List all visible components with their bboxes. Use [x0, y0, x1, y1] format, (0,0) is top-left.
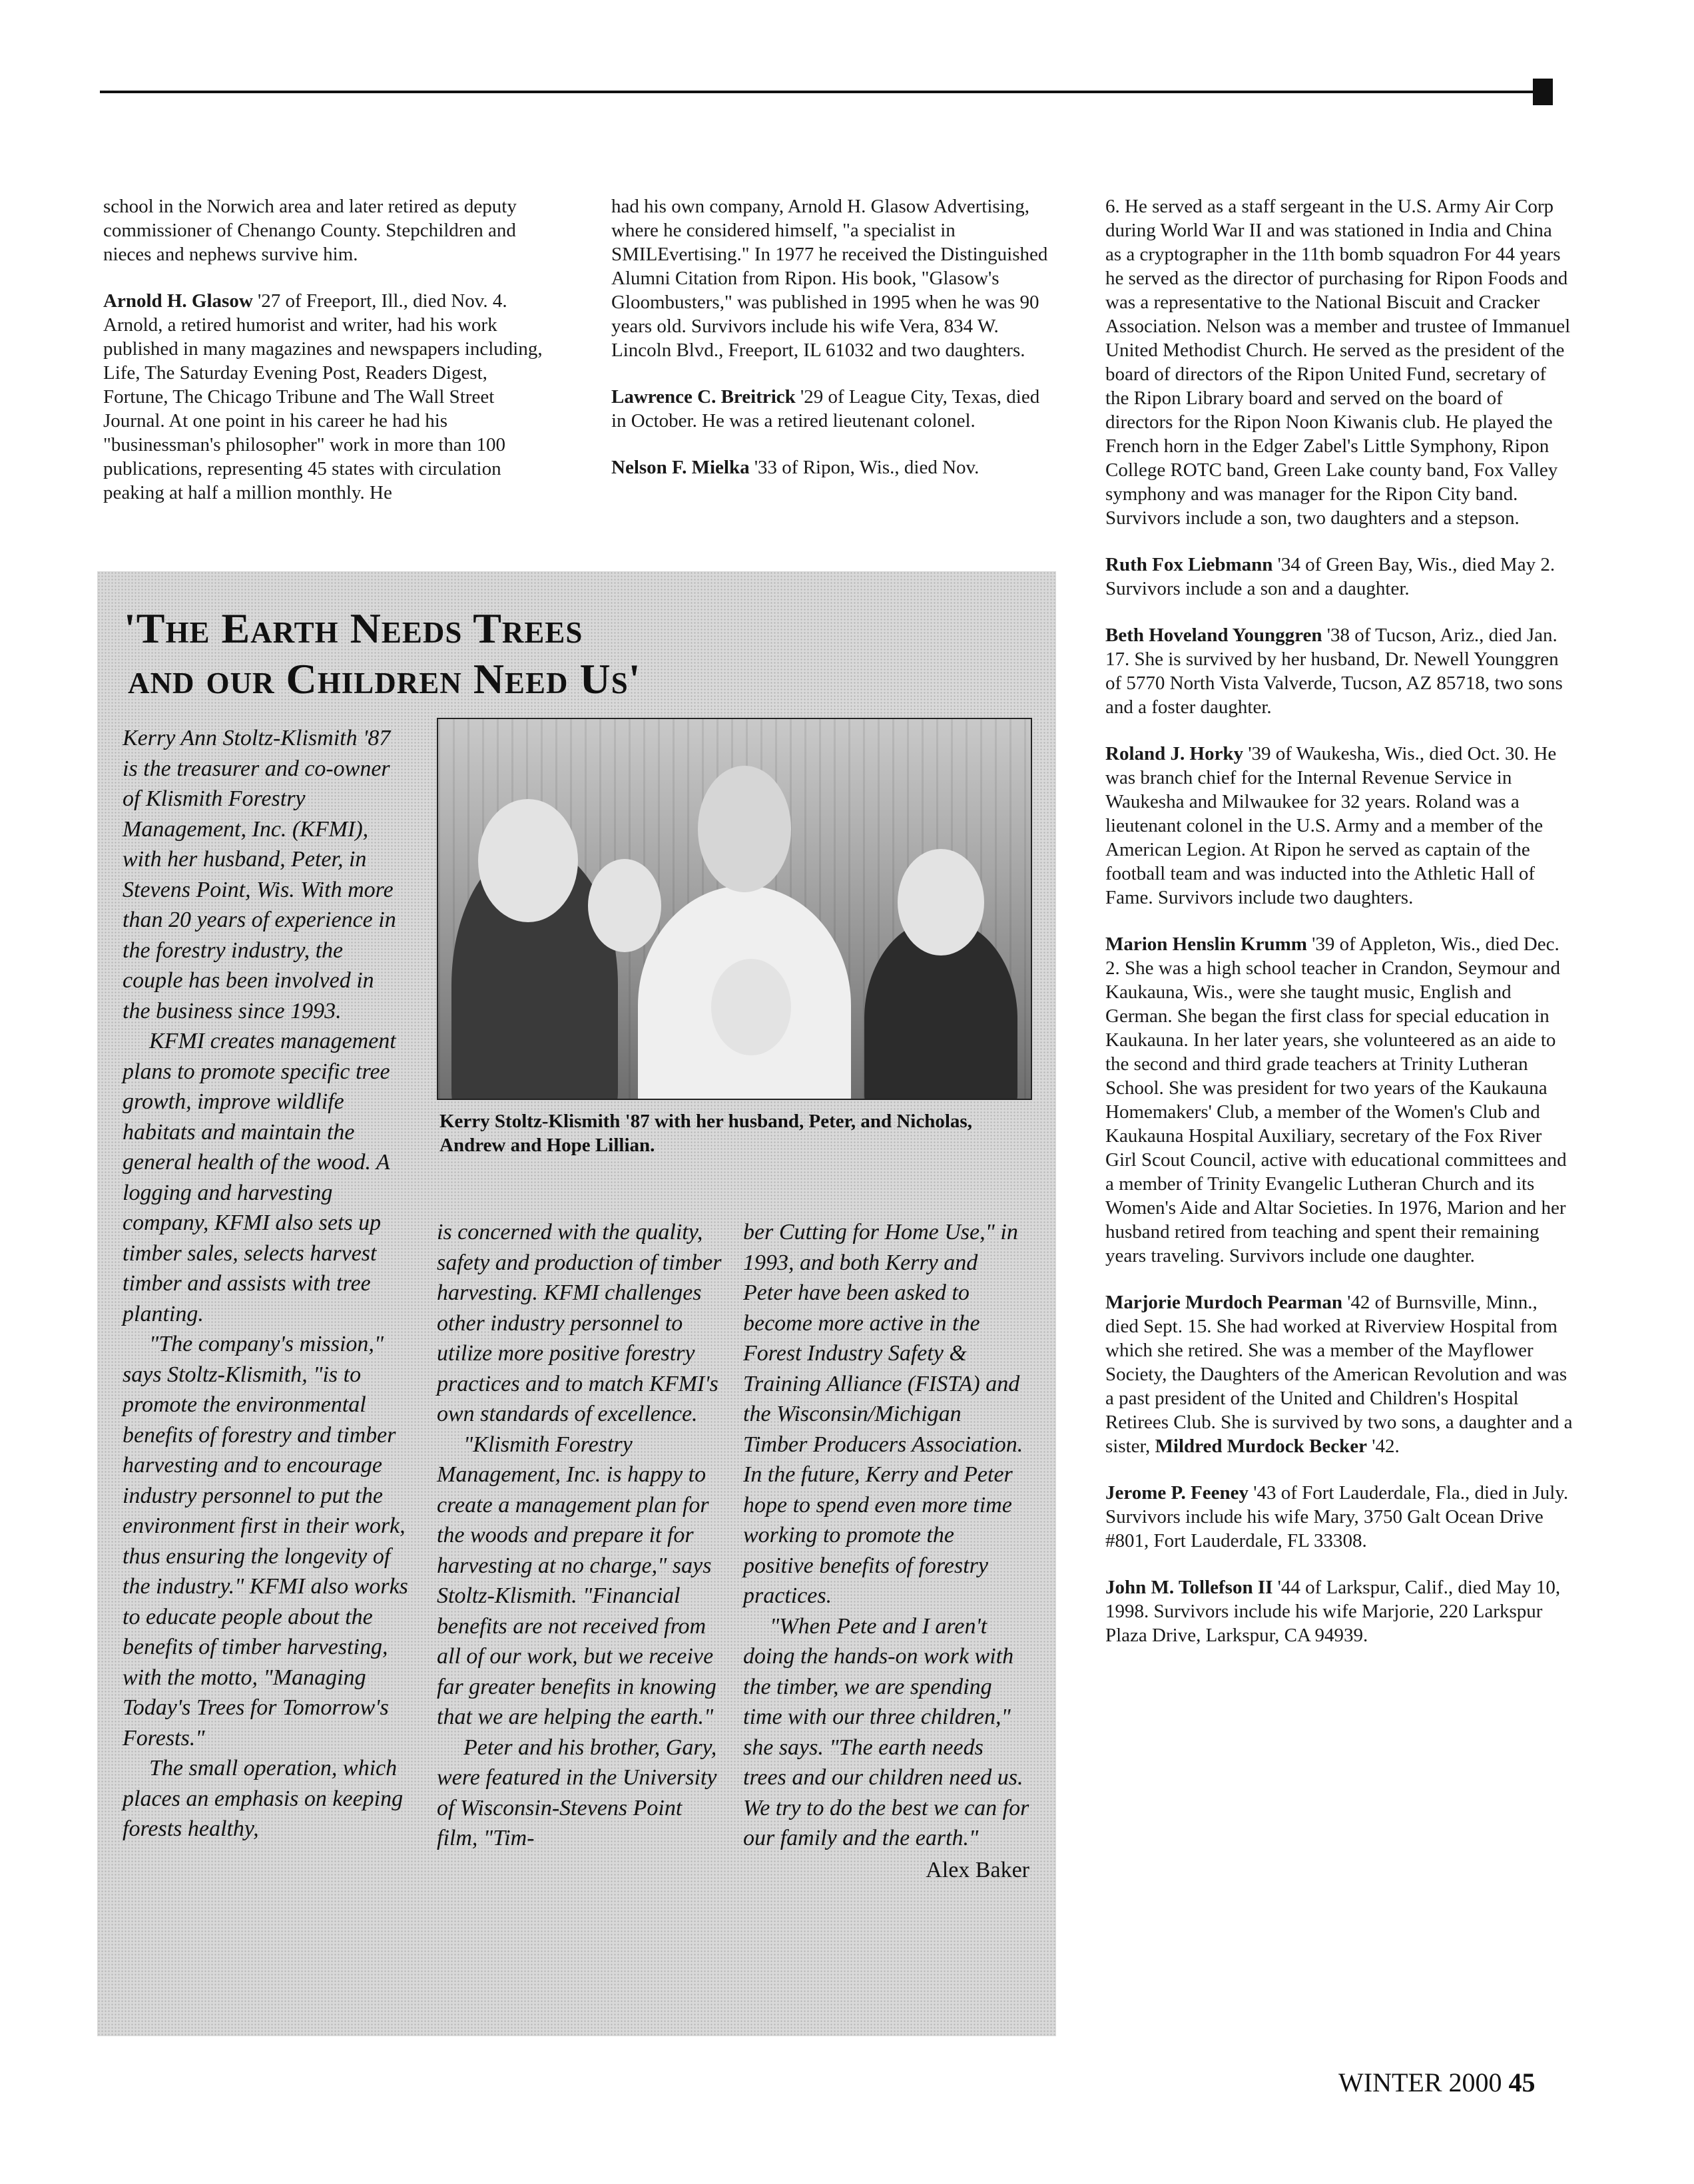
- photo-face-man: [698, 766, 791, 892]
- column-3: [1105, 194, 1573, 1670]
- issue-label: WINTER 2000: [1338, 2067, 1502, 2097]
- obituary-entry: [1105, 742, 1573, 910]
- obituary-text: '42 of Burnsville, Minn., died Sept. 15. She had worked at Riverview Hospital from which she retired. She was a member of the Mayflower Society, the Daughters of the American Revolution and was a past president of the United and Children's Hospital Retirees Club. She is survived by two sons, a daughter and a sister,: [1105, 1292, 1573, 1457]
- obituary-paragraph: 6. He served as a staff sergeant in the U.S. Army Air Corp during World War II and was stationed in India and China as a cryptographer in the 11th bomb squadron For 44 years he served as the director of purchasing for Ripon Foods and was a representative to the National Biscuit and Cracker Association. Nelson was a member and trustee of Immanuel United Methodist Church. He served as the president of the board of directors of the Ripon United Fund, secretary of the Ripon Library board and served on the board of directors for the Ripon Noon Kiwanis club. He played the French horn in the Edger Zabel's Little Symphony, Ripon College ROTC band, Green Lake county band, Fox Valley symphony and was manager for the Ripon City band. Survivors include a son, two daughters and a stepson.: [1105, 196, 1571, 529]
- obituary-name: Lawrence C. Breitrick: [611, 386, 796, 408]
- top-rule: [100, 91, 1550, 93]
- obituary-entry: [1105, 553, 1573, 601]
- family-photo: [437, 718, 1032, 1100]
- obituary-text: '43 of Fort Lauderdale, Fla., died in July. Survivors include his wife Mary, 3750 Galt Ocean Drive #801, Fort Lauderdale, FL 33308.: [1105, 1482, 1569, 1551]
- photo-face-woman: [478, 799, 578, 922]
- feature-sidebar: [97, 571, 1056, 2036]
- obituary-name: Beth Hoveland Younggren: [1105, 625, 1322, 646]
- feature-title-line-2: and our Children Need Us': [128, 655, 641, 702]
- column-1-top: [103, 194, 548, 527]
- photo-face-baby: [711, 959, 791, 1055]
- obituary-paragraph: school in the Norwich area and later retired as deputy commissioner of Chenango County. Stepchildren and nieces and nephews survive him.: [103, 196, 517, 265]
- obituary-paragraph: had his own company, Arnold H. Glasow Advertising, where he considered himself, "a specialist in SMILEvertising." In 1977 he received the Distinguished Alumni Citation from Ripon. His book, "Glasow's Gloombusters," was published in 1995 when he was 90 years old. Survivors include his wife Vera, 834 W. Lincoln Blvd., Freeport, IL 61032 and two daughters.: [611, 196, 1048, 361]
- obituary-text: '39 of Waukesha, Wis., died Oct. 30. He was branch chief for the Internal Revenue Service in Waukesha and Milwaukee for 32 years. Roland was a lieutenant colonel in the U.S. Army and a member of the American Legion. At Ripon he served as captain of the football team and was inducted into the Athletic Hall of Fame. Survivors include two daughters.: [1105, 743, 1557, 908]
- page-number: 45: [1508, 2067, 1536, 2097]
- obituary-name: Arnold H. Glasow: [103, 290, 253, 312]
- feature-column-1: [123, 723, 489, 1844]
- feature-title: [124, 603, 641, 704]
- obituary-entry: [1105, 1290, 1573, 1458]
- top-rule-marker: [1533, 79, 1553, 105]
- feature-paragraph: "The company's mission," says Stoltz-Klismith, "is to promote the environmental benefits of forestry and timber harvesting and to encourage industry personnel to put the environment first in their work, thus ensuring the longevity of the industry." KFMI also works to educate people about the benefits of timber harvesting, with the motto, "Managing Today's Trees for Tomorrow's Forests.": [123, 1332, 408, 1751]
- column-2-top: [611, 194, 1056, 502]
- obituary-text: '39 of Appleton, Wis., died Dec. 2. She was a high school teacher in Crandon, Seymour and Kaukauna, Wis., were she taught music, English and German. She began the first class for special education in Kaukauna. In her later years, she volunteered as an aide to the second and third grade teachers at Trinity Lutheran School. She was president for two years of the Kaukauna Homemakers' Club, a member of the Women's Club and Kaukauna Hospital Auxiliary, secretary of the Fox River Girl Scout Council, active with educational committees and a member of Trinity Evangelic Lutheran Church and its Women's Aide and Altar Societies. In 1976, Marion and her husband retired from teaching and spent their remaining years traveling. Survivors include one daughter.: [1105, 934, 1567, 1266]
- photo-caption: Kerry Stoltz-Klismith '87 with her husband, Peter, and Nicholas, Andrew and Hope Lillian.: [439, 1111, 972, 1156]
- obituary-entry: [1105, 1481, 1573, 1553]
- feature-column-2: [437, 1217, 723, 1854]
- obituary-text: '34 of Green Bay, Wis., died May 2. Survivors include a son and a daughter.: [1105, 554, 1555, 599]
- obituary-name: Ruth Fox Liebmann: [1105, 554, 1273, 575]
- obituary-text: '42.: [1366, 1436, 1400, 1457]
- feature-paragraph: is concerned with the quality, safety and production of timber harvesting. KFMI challenges other industry personnel to utilize more positive forestry practices and to match KFMI's own standards of excellence.: [437, 1220, 722, 1426]
- obituary-text: '27 of Freeport, Ill., died Nov. 4. Arnold, a retired humorist and writer, had his work published in many magazines and newspapers including, Life, The Saturday Evening Post, Readers Digest, Fortune, The Chicago Tribune and The Wall Street Journal. At one point in his career he had his "businessman's philosopher" work in more than 100 publications, representing 45 states with circulation peaking at half a million monthly. He: [103, 290, 543, 503]
- photo-face-boy: [898, 849, 984, 956]
- obituary-text: '33 of Ripon, Wis., died Nov.: [749, 457, 980, 478]
- obituary-entry: [1105, 623, 1573, 719]
- obituary-entry: [1105, 932, 1573, 1268]
- obituary-text: '29 of League City, Texas, died in October. He was a retired lieutenant colonel.: [611, 386, 1040, 431]
- feature-paragraph: Peter and his brother, Gary, were featured in the University of Wisconsin-Stevens Point film, "Tim-: [437, 1735, 717, 1850]
- obituary-name: Marion Henslin Krumm: [1105, 934, 1307, 955]
- article-byline: Alex Baker: [926, 1857, 1029, 1882]
- obituary-name: Jerome P. Feeney: [1105, 1482, 1249, 1503]
- obituary-entry: [611, 455, 1056, 479]
- obituary-text: '44 of Larkspur, Calif., died May 10, 1998. Survivors include his wife Marjorie, 220 Larkspur Plaza Drive, Larkspur, CA 94939.: [1105, 1577, 1561, 1646]
- feature-column-3: [743, 1217, 1029, 1885]
- feature-paragraph: The small operation, which places an emphasis on keeping forests healthy,: [123, 1756, 404, 1841]
- obituary-name: Mildred Murdock Becker: [1155, 1436, 1367, 1457]
- feature-paragraph: Kerry Ann Stoltz-Klismith '87 is the treasurer and co-owner of Klismith Forestry Management, Inc. (KFMI), with her husband, Peter, in Stevens Point, Wis. With more than 20 years of experience in the forestry industry, the couple has been involved in the business since 1993.: [123, 726, 396, 1023]
- obituary-name: Marjorie Murdoch Pearman: [1105, 1292, 1342, 1313]
- photo-face-girl: [588, 859, 661, 952]
- obituary-name: Roland J. Horky: [1105, 743, 1244, 764]
- feature-paragraph: ber Cutting for Home Use," in 1993, and both Kerry and Peter have been asked to become more active in the Forest Industry Safety & Training Alliance (FISTA) and the Wisconsin/Michigan Timber Producers Association. In the future, Kerry and Peter hope to spend even more time working to promote the positive benefits of forestry practices.: [743, 1220, 1023, 1608]
- page-footer: [1338, 2067, 1536, 2099]
- obituary-text: '38 of Tucson, Ariz., died Jan. 17. She is survived by her husband, Dr. Newell Younggren of 5770 North Vista Valverde, Tucson, AZ 85718, two sons and a foster daughter.: [1105, 625, 1563, 718]
- feature-paragraph: "When Pete and I aren't doing the hands-on work with the timber, we are spending time with our three children," she says. "The earth needs trees and our children need us. We try to do the best we can for our family and the earth.": [743, 1613, 1029, 1850]
- obituary-entry: [611, 385, 1056, 433]
- feature-paragraph: "Klismith Forestry Management, Inc. is happy to create a management plan for the woods and prepare it for harvesting at no charge," says Stoltz-Klismith. "Financial benefits are not received from all of our work, but we receive far greater benefits in knowing that we are helping the earth.": [437, 1432, 716, 1729]
- feature-title-line-1: 'The Earth Needs Trees: [124, 605, 583, 652]
- obituary-name: Nelson F. Mielka: [611, 457, 750, 478]
- feature-paragraph: KFMI creates management plans to promote specific tree growth, improve wildlife habitats and maintain the general health of the wood. A logging and harvesting company, KFMI also sets up timber sales, selects harvest timber and assists with tree planting.: [123, 1029, 396, 1326]
- obituary-name: John M. Tollefson II: [1105, 1577, 1273, 1598]
- obituary-entry: [1105, 1575, 1573, 1647]
- obituary-entry: [103, 289, 548, 505]
